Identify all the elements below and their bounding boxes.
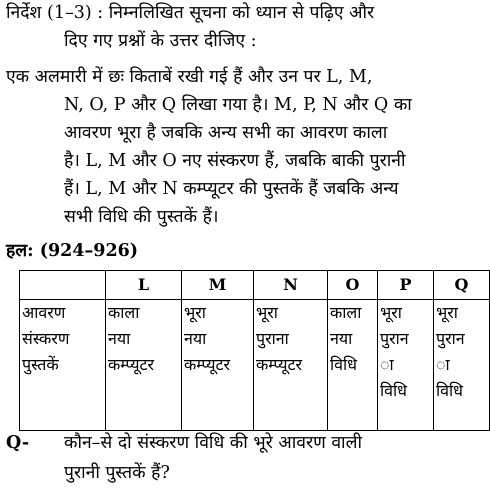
table-header-row [20,271,490,300]
cell-text: नया [184,329,207,348]
solution-label: हल: (924–926) [6,241,139,261]
cell-text: काला [108,303,140,322]
passage-line-2: N, O, P और Q लिखा गया है। M, P, N और Q का [64,95,412,115]
table-header-N: N [254,271,328,300]
table-cell-L [106,300,182,431]
row-label-books: पुस्तकें [22,355,59,374]
passage-line-3: आवरण भूरा है जबकि अन्य सभी का आवरण काला [64,123,388,143]
table-header-blank [20,271,106,300]
cell-text: कम्प्यूटर [256,355,303,374]
cell-text: ा [380,355,394,374]
question-text-line1: कौन–से दो संस्करण विधि की भूरे आवरण वाली [64,433,362,453]
cell-text: कम्प्यूटर [184,355,231,374]
table-cell-N [254,300,328,431]
cell-text: पुरान [380,329,409,348]
cell-text: विधि [436,381,464,400]
row-label-cover: आवरण [22,303,66,322]
cell-text: कम्प्यूटर [108,355,155,374]
table-header-P: P [378,271,434,300]
table-cell-P [378,300,434,431]
row-labels-cell [20,300,106,431]
cell-text: भूरा [436,303,458,322]
cell-text: नया [330,329,353,348]
passage-line-1: एक अलमारी में छः किताबें रखी गई हैं और उन पर L, M, [6,67,373,87]
instructions-heading-line1: निर्देश (1–3) : निम्नलिखित सूचना को ध्यान से पढ़िए और [6,3,375,23]
cell-text: ा [436,355,450,374]
cell-text: पुराना [256,329,289,348]
table-cell-O [328,300,378,431]
table-header-O: O [328,271,378,300]
cell-text: भूरा [256,303,278,322]
row-label-edition: संस्करण [22,329,70,348]
cell-text: पुरान [436,329,465,348]
table-header-L: L [106,271,182,300]
table-cell-Q [434,300,490,431]
passage-line-4: है। L, M और O नए संस्करण हैं, जबकि बाकी पुरानी [64,151,406,171]
cell-text: काला [330,303,362,322]
table-row [20,300,490,431]
cell-text: विधि [380,381,408,400]
cell-text: नया [108,329,131,348]
table-header-M: M [182,271,254,300]
table-cell-M [182,300,254,431]
cell-text: भूरा [380,303,402,322]
passage-line-6: सभी विधि की पुस्तकें हैं। [64,207,219,227]
question-text-line2: पुरानी पुस्तकें हैं? [64,463,170,483]
instructions-heading-line2: दिए गए प्रश्नों के उत्तर दीजिए : [64,31,257,51]
cell-text: भूरा [184,303,206,322]
solution-table [19,270,490,431]
question-label: Q- [6,433,30,453]
passage-line-5: हैं। L, M और N कम्प्यूटर की पुस्तकें हैं जबकि अन्य [64,179,399,199]
table-header-Q: Q [434,271,490,300]
cell-text: विधि [330,355,358,374]
